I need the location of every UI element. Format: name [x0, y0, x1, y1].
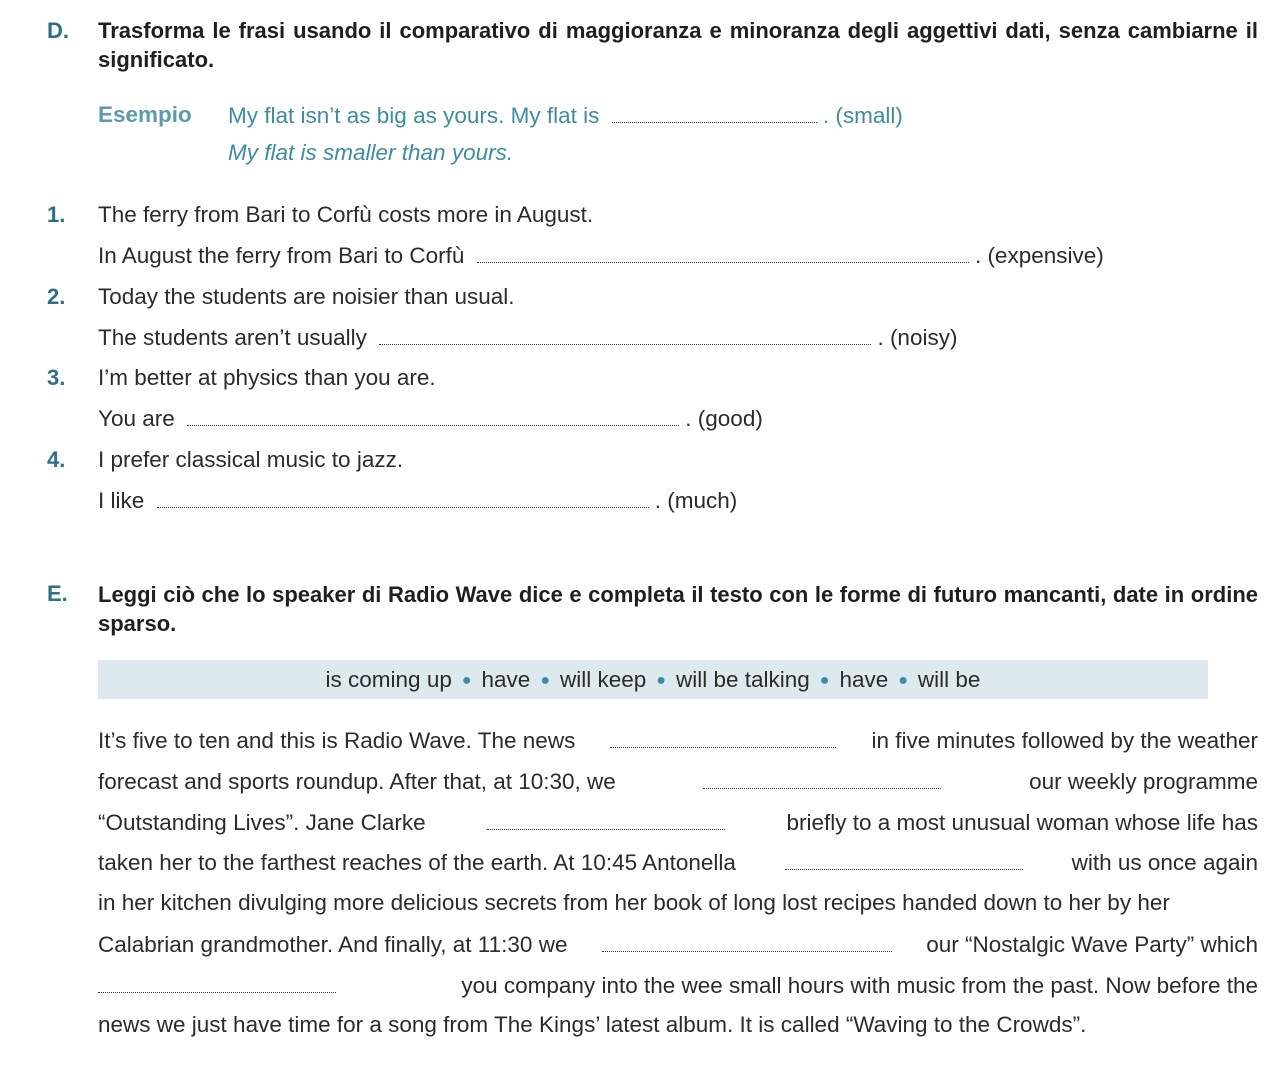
bullet-icon: ●	[540, 672, 550, 689]
item-number: 4.	[47, 447, 66, 472]
paragraph-text: you company into the wee small hours with music from the past. Now before the	[461, 973, 1258, 998]
item-prompt: I like	[98, 488, 145, 513]
example-prompt-line	[228, 102, 903, 129]
item-sentence: I’m better at physics than you are.	[98, 365, 436, 390]
paragraph-text: briefly to a most unusual woman whose life has	[786, 810, 1258, 835]
paragraph-line	[98, 809, 1258, 836]
item-prompt-line	[98, 405, 763, 432]
item-hint: . (noisy)	[877, 325, 958, 350]
item-sentence: I prefer classical music to jazz.	[98, 447, 404, 472]
item-prompt-line	[98, 242, 1104, 269]
paragraph-text: with us once again	[1071, 850, 1258, 875]
paragraph-text: our “Nostalgic Wave Party” which	[926, 932, 1258, 957]
paragraph-line	[98, 931, 1258, 958]
paragraph-text: It’s five to ten and this is Radio Wave. The news	[98, 728, 576, 753]
paragraph-text: Calabrian grandmother. And finally, at 11:30 we	[98, 932, 568, 957]
answer-blank[interactable]	[602, 931, 892, 952]
answer-blank[interactable]	[785, 849, 1023, 870]
word-bank-item: is coming up	[325, 667, 452, 692]
paragraph-line	[98, 1012, 1258, 1038]
paragraph-text: taken her to the farthest reaches of the earth. At 10:45 Antonella	[98, 850, 736, 875]
answer-blank[interactable]	[610, 727, 836, 748]
paragraph-text: our weekly programme	[1029, 769, 1258, 794]
word-bank-item: have	[839, 667, 889, 692]
paragraph-text: “Outstanding Lives”. Jane Clarke	[98, 810, 426, 835]
answer-blank[interactable]	[187, 405, 679, 426]
item-hint: . (much)	[654, 488, 738, 513]
item-hint: . (expensive)	[974, 243, 1104, 268]
paragraph-text: news we just have time for a song from The Kings’ latest album. It is called “Waving to the Crowds”.	[98, 1012, 1087, 1037]
paragraph-line	[98, 727, 1258, 754]
bullet-icon: ●	[656, 672, 666, 689]
section-e-instruction: Leggi ciò che lo speaker di Radio Wave dice e completa il testo con le forme di futuro mancanti, date in ordine sparso.	[98, 582, 1258, 636]
item-sentence: The ferry from Bari to Corfù costs more in August.	[98, 202, 594, 227]
section-d-letter: D.	[47, 18, 69, 43]
paragraph-text: forecast and sports roundup. After that, at 10:30, we	[98, 769, 616, 794]
paragraph-line	[98, 768, 1258, 795]
word-bank-item: have	[481, 667, 531, 692]
item-prompt-line	[98, 487, 737, 514]
section-e-letter: E.	[47, 581, 68, 606]
paragraph-line	[98, 849, 1258, 876]
example-label: Esempio	[98, 102, 192, 127]
bullet-icon: ●	[819, 672, 830, 689]
example-answer: My flat is smaller than yours.	[228, 140, 514, 165]
bullet-icon: ●	[461, 672, 472, 689]
bullet-icon: ●	[898, 672, 908, 689]
example-prompt: My flat isn’t as big as yours. My flat is	[228, 103, 600, 128]
item-number: 3.	[47, 365, 66, 390]
answer-blank[interactable]	[487, 809, 725, 830]
paragraph-text: in five minutes followed by the weather	[871, 728, 1258, 753]
paragraph-line	[98, 890, 1258, 916]
answer-blank[interactable]	[379, 324, 871, 345]
paragraph-text: in her kitchen divulging more delicious secrets from her book of long lost recipes handed down to her by her	[98, 890, 1170, 915]
item-prompt: You are	[98, 406, 175, 431]
answer-blank[interactable]	[98, 972, 336, 993]
word-bank-item: will keep	[559, 667, 647, 692]
word-bank-item: will be	[917, 667, 981, 692]
item-sentence: Today the students are noisier than usual.	[98, 284, 515, 309]
answer-blank[interactable]	[157, 487, 649, 508]
example-blank	[612, 102, 817, 123]
section-d-instruction: Trasforma le frasi usando il comparativo di maggioranza e minoranza degli aggettivi dati, senza cambiarne il significato.	[98, 18, 1258, 72]
item-number: 1.	[47, 202, 66, 227]
item-number: 2.	[47, 284, 66, 309]
item-prompt: In August the ferry from Bari to Corfù	[98, 243, 465, 268]
paragraph-line	[98, 972, 1258, 999]
item-hint: . (good)	[685, 406, 763, 431]
item-prompt: The students aren’t usually	[98, 325, 367, 350]
example-hint: . (small)	[822, 103, 903, 128]
item-prompt-line	[98, 324, 957, 351]
word-bank-item: will be talking	[675, 667, 810, 692]
answer-blank[interactable]	[477, 242, 969, 263]
answer-blank[interactable]	[703, 768, 941, 789]
word-bank	[98, 660, 1208, 699]
